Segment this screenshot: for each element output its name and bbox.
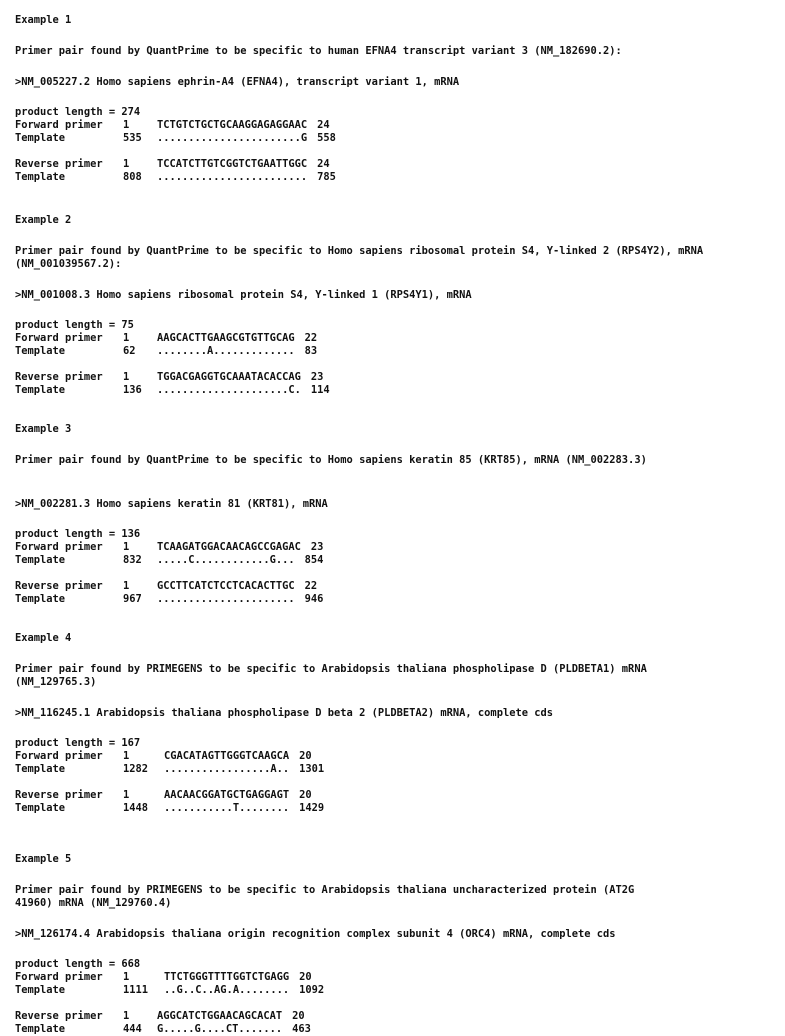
- end-position: 463: [292, 1023, 311, 1035]
- target-sequence-header: >NM_002281.3 Homo sapiens keratin 81 (KRT81), mRNA: [15, 498, 328, 510]
- row-label: Reverse primer: [15, 789, 103, 801]
- start-position: 1: [123, 580, 130, 592]
- example-1: [15, 14, 775, 184]
- row-label: Template: [15, 345, 66, 357]
- primer-sequence: TCTGTCTGCTGCAAGGAGAGGAAC: [157, 119, 308, 131]
- reverse-primer-row: [15, 580, 775, 593]
- end-position: 1092: [299, 984, 325, 996]
- forward-template-row: [15, 984, 775, 997]
- start-position: 62: [123, 345, 136, 357]
- reverse-block: [15, 789, 775, 815]
- end-position: 22: [304, 332, 318, 344]
- forward-template-row: [15, 132, 775, 145]
- example-description: Primer pair found by PRIMEGENS to be specific to Arabidopsis thaliana uncharacterized protein (AT2G 41960) mRNA (NM_129760.4): [15, 884, 635, 909]
- reverse-template-row: [15, 593, 775, 606]
- product-length: product length = 167: [15, 737, 141, 749]
- row-label: Template: [15, 132, 66, 144]
- start-position: 808: [123, 171, 142, 183]
- start-position: 1: [123, 541, 130, 553]
- forward-template-row: [15, 345, 775, 358]
- example-description: Primer pair found by QuantPrime to be specific to Homo sapiens ribosomal protein S4, Y-linked 2 (RPS4Y2), mRNA (NM_001039567.2):: [15, 245, 704, 270]
- forward-template-row: [15, 763, 775, 776]
- start-position: 1: [123, 119, 130, 131]
- example-title: Example 4: [15, 632, 72, 644]
- row-label: Forward primer: [15, 750, 103, 762]
- end-position: 946: [304, 593, 324, 605]
- example-title: Example 2: [15, 214, 72, 226]
- end-position: 24: [317, 119, 330, 131]
- example-description: Primer pair found by PRIMEGENS to be specific to Arabidopsis thaliana phospholipase D (PLDBETA1) mRNA (NM_129765.3): [15, 663, 647, 688]
- reverse-block: [15, 158, 775, 184]
- document: [15, 14, 775, 1036]
- end-position: 20: [292, 1010, 305, 1022]
- end-position: 20: [299, 750, 312, 762]
- reverse-primer-row: [15, 1010, 775, 1023]
- template-alignment: ......................: [157, 593, 295, 605]
- template-alignment: G.....G....CT.......: [157, 1023, 283, 1035]
- target-sequence-header: >NM_001008.3 Homo sapiens ribosomal protein S4, Y-linked 1 (RPS4Y1), mRNA: [15, 289, 472, 301]
- forward-template-row: [15, 554, 775, 567]
- template-alignment: .................A..: [164, 763, 290, 775]
- example-description: Primer pair found by QuantPrime to be specific to human EFNA4 transcript variant 3 (NM_182690.2):: [15, 45, 622, 57]
- row-label: Template: [15, 763, 66, 775]
- start-position: 1: [123, 158, 130, 170]
- example-title: Example 1: [15, 14, 72, 26]
- target-sequence-header: >NM_126174.4 Arabidopsis thaliana origin recognition complex subunit 4 (ORC4) mRNA, complete cds: [15, 928, 616, 940]
- product-length: product length = 274: [15, 106, 141, 118]
- row-label: Template: [15, 171, 66, 183]
- reverse-block: [15, 1010, 775, 1036]
- example-description: Primer pair found by QuantPrime to be specific to Homo sapiens keratin 85 (KRT85), mRNA (NM_002283.3): [15, 454, 647, 466]
- start-position: 967: [123, 593, 142, 605]
- primer-sequence: TTCTGGGTTTTGGTCTGAGG: [164, 971, 290, 983]
- reverse-template-row: [15, 1023, 775, 1036]
- end-position: 114: [310, 384, 330, 396]
- template-alignment: ...........T........: [164, 802, 290, 814]
- reverse-block: [15, 371, 775, 397]
- row-label: Reverse primer: [15, 371, 103, 383]
- reverse-primer-row: [15, 789, 775, 802]
- start-position: 1: [123, 971, 130, 983]
- row-label: Reverse primer: [15, 1010, 103, 1022]
- template-alignment: ........................: [157, 171, 308, 183]
- template-alignment: ..G..C..AG.A........: [164, 984, 290, 996]
- primer-sequence: AAGCACTTGAAGCGTGTTGCAG: [157, 332, 295, 344]
- example-title: Example 5: [15, 853, 72, 865]
- row-label: Forward primer: [15, 541, 103, 553]
- start-position: 1282: [123, 763, 149, 775]
- end-position: 1429: [299, 802, 325, 814]
- row-label: Forward primer: [15, 971, 103, 983]
- reverse-template-row: [15, 802, 775, 815]
- end-position: 22: [304, 580, 318, 592]
- primer-sequence: TGGACGAGGTGCAAATACACCAG: [157, 371, 301, 383]
- end-position: 1301: [299, 763, 325, 775]
- row-label: Template: [15, 984, 66, 996]
- row-label: Forward primer: [15, 332, 103, 344]
- primer-sequence: AGGCATCTGGAACAGCACAT: [157, 1010, 283, 1022]
- end-position: 20: [299, 789, 312, 801]
- template-alignment: .......................G: [157, 132, 308, 144]
- target-sequence-header: >NM_116245.1 Arabidopsis thaliana phospholipase D beta 2 (PLDBETA2) mRNA, complete cds: [15, 707, 553, 719]
- row-label: Forward primer: [15, 119, 103, 131]
- example-3: [15, 423, 775, 606]
- start-position: 1: [123, 332, 130, 344]
- start-position: 1: [123, 1010, 130, 1022]
- row-label: Reverse primer: [15, 580, 103, 592]
- primer-sequence: TCCATCTTGTCGGTCTGAATTGGC: [157, 158, 308, 170]
- primer-sequence: AACAACGGATGCTGAGGAGT: [164, 789, 290, 801]
- row-label: Template: [15, 1023, 66, 1035]
- example-2: [15, 214, 775, 397]
- product-length: product length = 136: [15, 528, 141, 540]
- end-position: 854: [304, 554, 324, 566]
- product-length: product length = 668: [15, 958, 141, 970]
- primer-sequence: GCCTTCATCTCCTCACACTTGC: [157, 580, 295, 592]
- start-position: 1111: [123, 984, 149, 996]
- start-position: 1448: [123, 802, 149, 814]
- reverse-primer-row: [15, 371, 775, 384]
- start-position: 136: [123, 384, 142, 396]
- end-position: 558: [317, 132, 336, 144]
- end-position: 83: [304, 345, 318, 357]
- template-alignment: ........A.............: [157, 345, 295, 357]
- start-position: 1: [123, 789, 130, 801]
- reverse-primer-row: [15, 158, 775, 171]
- forward-primer-row: [15, 750, 775, 763]
- row-label: Template: [15, 384, 66, 396]
- row-label: Template: [15, 802, 66, 814]
- template-alignment: .....C............G...: [157, 554, 295, 566]
- reverse-template-row: [15, 384, 775, 397]
- end-position: 20: [299, 971, 312, 983]
- row-label: Reverse primer: [15, 158, 103, 170]
- start-position: 1: [123, 750, 130, 762]
- end-position: 24: [317, 158, 330, 170]
- forward-primer-row: [15, 541, 775, 554]
- example-4: [15, 632, 775, 815]
- start-position: 444: [123, 1023, 142, 1035]
- forward-primer-row: [15, 119, 775, 132]
- reverse-block: [15, 580, 775, 606]
- primer-sequence: CGACATAGTTGGGTCAAGCA: [164, 750, 290, 762]
- start-position: 832: [123, 554, 142, 566]
- end-position: 23: [310, 371, 324, 383]
- example-5: [15, 853, 775, 1036]
- target-sequence-header: >NM_005227.2 Homo sapiens ephrin-A4 (EFNA4), transcript variant 1, mRNA: [15, 76, 460, 88]
- start-position: 1: [123, 371, 130, 383]
- template-alignment: .....................C.: [157, 384, 301, 396]
- row-label: Template: [15, 593, 66, 605]
- reverse-template-row: [15, 171, 775, 184]
- start-position: 535: [123, 132, 142, 144]
- end-position: 23: [310, 541, 324, 553]
- row-label: Template: [15, 554, 66, 566]
- forward-primer-row: [15, 332, 775, 345]
- primer-sequence: TCAAGATGGACAACAGCCGAGAC: [157, 541, 301, 553]
- product-length: product length = 75: [15, 319, 134, 331]
- forward-primer-row: [15, 971, 775, 984]
- example-title: Example 3: [15, 423, 72, 435]
- end-position: 785: [317, 171, 336, 183]
